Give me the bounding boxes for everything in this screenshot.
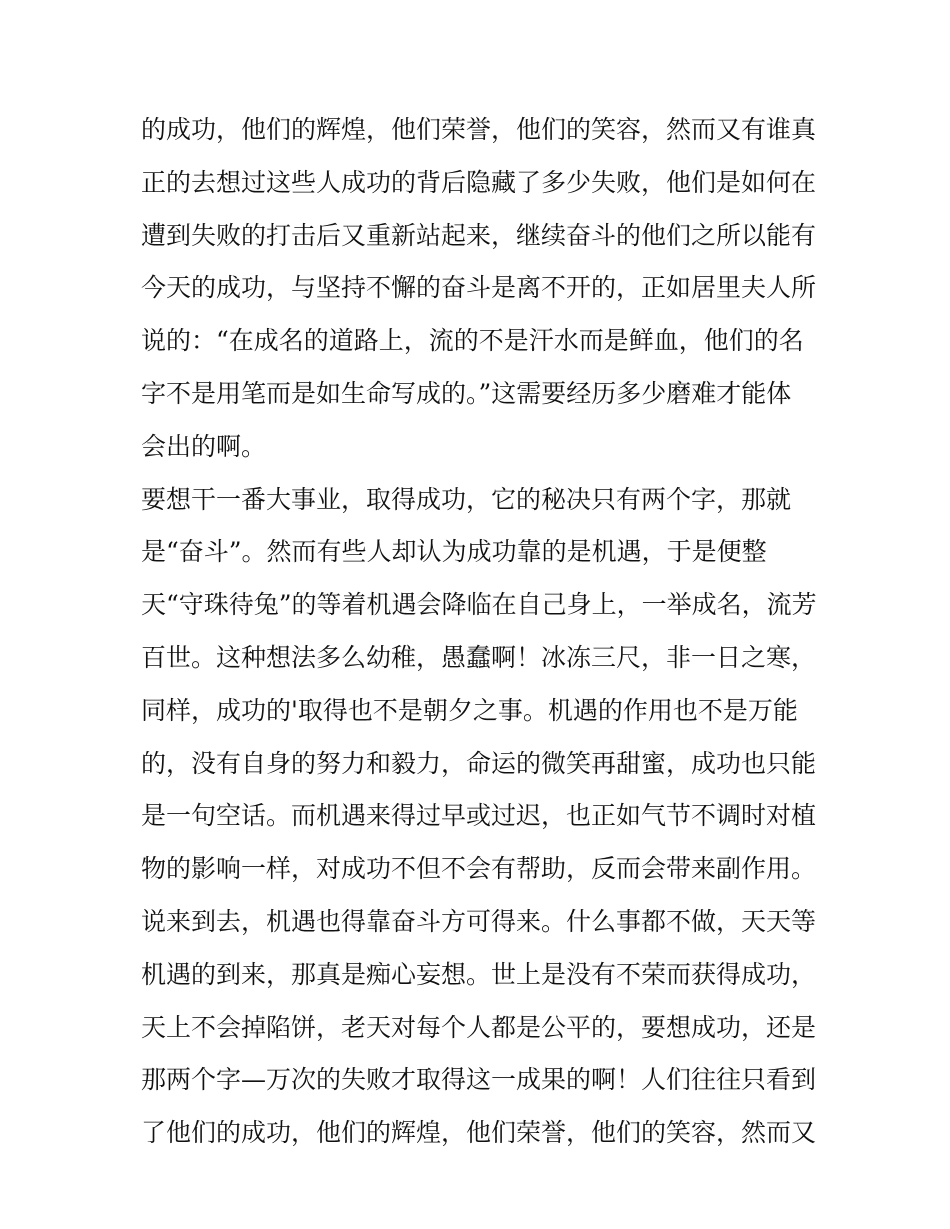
text-line: 了他们的成功，他们的辉煌，他们荣誉，他们的笑容，然而又 xyxy=(141,1118,817,1148)
text-line: 物的影响一样，对成功不但不会有帮助，反而会带来副作用。 xyxy=(141,854,817,884)
text-line: 的成功，他们的辉煌，他们荣誉，他们的笑容，然而又有谁真 xyxy=(141,115,817,144)
text-line: 说的：“在成名的道路上，流的不是汗水而是鲜血，他们的名 xyxy=(141,326,804,356)
text-line: 是一句空话。而机遇来得过早或过迟，也正如气节不调时对植 xyxy=(141,801,817,831)
text-line: 要想干一番大事业，取得成功，它的秘决只有两个字，那就 xyxy=(141,484,792,514)
text-line: 今天的成功，与坚持不懈的奋斗是离不开的，正如居里夫人所 xyxy=(141,273,817,303)
text-line: 天上不会掉陷饼，老天对每个人都是公平的，要想成功，还是 xyxy=(141,1012,817,1042)
text-line: 会出的啊。 xyxy=(141,431,267,461)
body-text xyxy=(141,104,821,1160)
text-line: 天“守珠待兔”的等着机遇会降临在自己身上，一举成名，流芳 xyxy=(141,590,817,620)
text-line: 字不是用笔而是如生命写成的。”这需要经历多少磨难才能体 xyxy=(141,378,792,408)
text-line: 同样，成功的'取得也不是朝夕之事。机遇的作用也不是万能 xyxy=(141,695,798,725)
text-line: 遭到失败的打击后又重新站起来，继续奋斗的他们之所以能有 xyxy=(141,220,817,250)
text-line: 那两个字—万次的失败才取得这一成果的啊！人们往往只看到 xyxy=(141,1065,817,1095)
text-line: 是“奋斗”。然而有些人却认为成功靠的是机遇，于是便整 xyxy=(141,537,767,567)
text-line: 说来到去，机遇也得靠奋斗方可得来。什么事都不做，天天等 xyxy=(141,906,817,936)
text-line: 百世。这种想法多么幼稚，愚蠢啊！冰冻三尺，非一日之寒， xyxy=(141,642,817,672)
text-line: 机遇的到来，那真是痴心妄想。世上是没有不荣而获得成功， xyxy=(141,959,817,989)
text-line: 正的去想过这些人成功的背后隐藏了多少失败，他们是如何在 xyxy=(141,167,817,197)
text-line: 的，没有自身的努力和毅力，命运的微笑再甜蜜，成功也只能 xyxy=(141,748,817,778)
